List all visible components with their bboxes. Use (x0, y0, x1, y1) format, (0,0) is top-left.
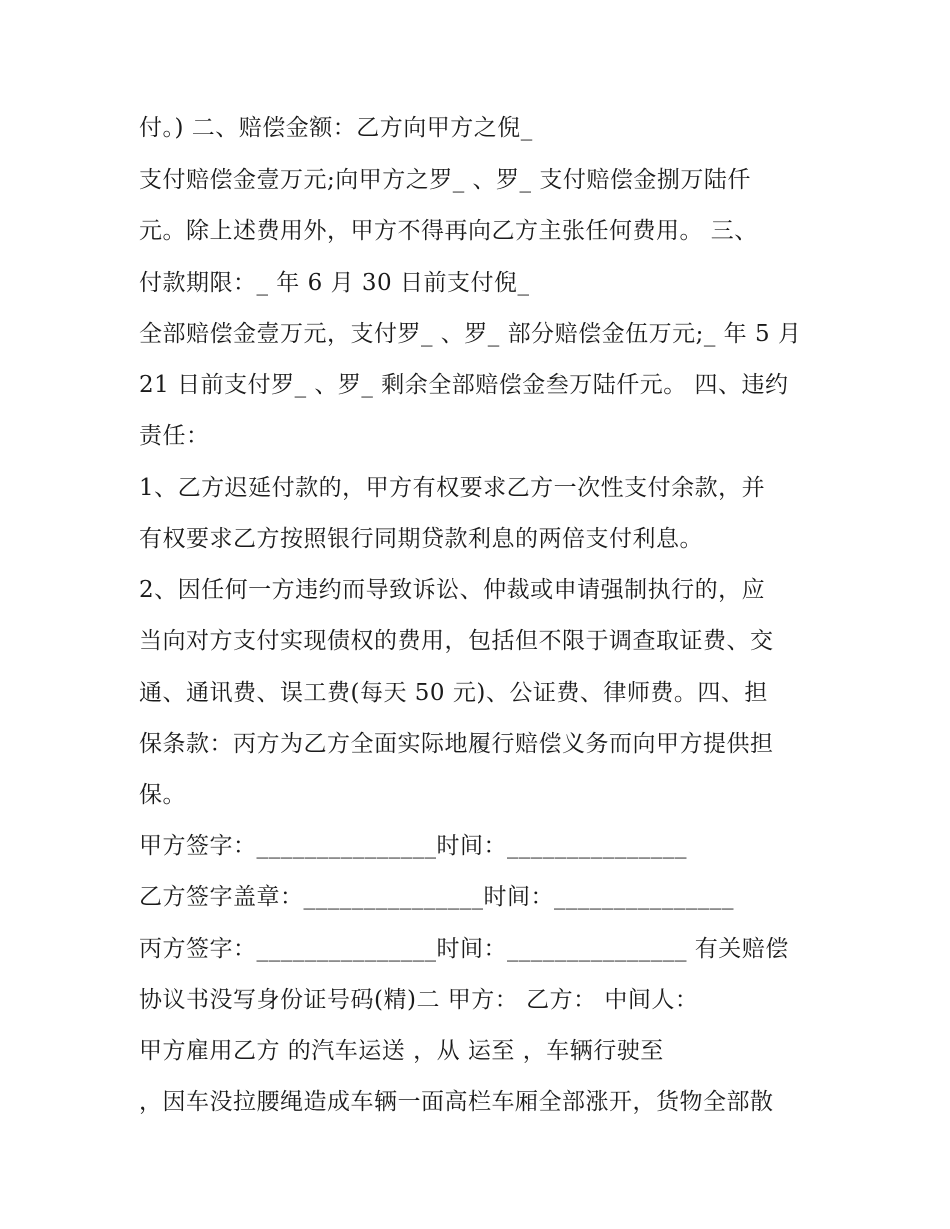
text-line: 21 日前支付罗_ 、罗_ 剩余全部赔偿金叁万陆仟元。 四、违约 (139, 372, 789, 398)
text-line: 付。) 二、赔偿金额：乙方向甲方之倪_ (139, 115, 533, 141)
text-line: 1、乙方迟延付款的，甲方有权要求乙方一次性支付余款，并 (139, 475, 766, 501)
text-line: ，因车没拉腰绳造成车辆一面高栏车厢全部涨开，货物全部散 (139, 1089, 774, 1115)
signature-line-party-c: 丙方签字：_______________时间：_______________ 有关赔偿 (139, 936, 789, 962)
text-line: 当向对方支付实现债权的费用，包括但不限于调查取证费、交 (139, 628, 774, 654)
text-line: 付款期限：_ 年 6 月 30 日前支付倪_ (139, 270, 530, 296)
text-line: 甲方雇用乙方 的汽车运送 ，从 运至 ，车辆行驶至 (139, 1038, 664, 1064)
text-line: 元。除上述费用外，甲方不得再向乙方主张任何费用。 三、 (139, 218, 758, 244)
text-line: 有权要求乙方按照银行同期贷款利息的两倍支付利息。 (139, 526, 703, 552)
signature-line-party-a: 甲方签字：_______________时间：_______________ (139, 833, 687, 859)
signature-line-party-b: 乙方签字盖章：_______________时间：_______________ (139, 884, 734, 910)
text-line: 全部赔偿金壹万元，支付罗_ 、罗_ 部分赔偿金伍万元;_ 年 5 月 (139, 321, 802, 347)
text-line: 责任： (139, 423, 210, 449)
text-line: 保条款：丙方为乙方全面实际地履行赔偿义务而向甲方提供担 (139, 731, 774, 757)
text-line: 通、通讯费、误工费(每天 50 元)、公证费、律师费。四、担 (139, 680, 768, 706)
text-line: 支付赔偿金壹万元;向甲方之罗_ 、罗_ 支付赔偿金捌万陆仟 (139, 167, 751, 193)
text-line: 2、因任何一方违约而导致诉讼、仲裁或申请强制执行的，应 (139, 577, 766, 603)
text-line: 协议书没写身份证号码(精)二 甲方： 乙方： 中间人： (139, 987, 699, 1013)
text-line: 保。 (139, 782, 186, 808)
